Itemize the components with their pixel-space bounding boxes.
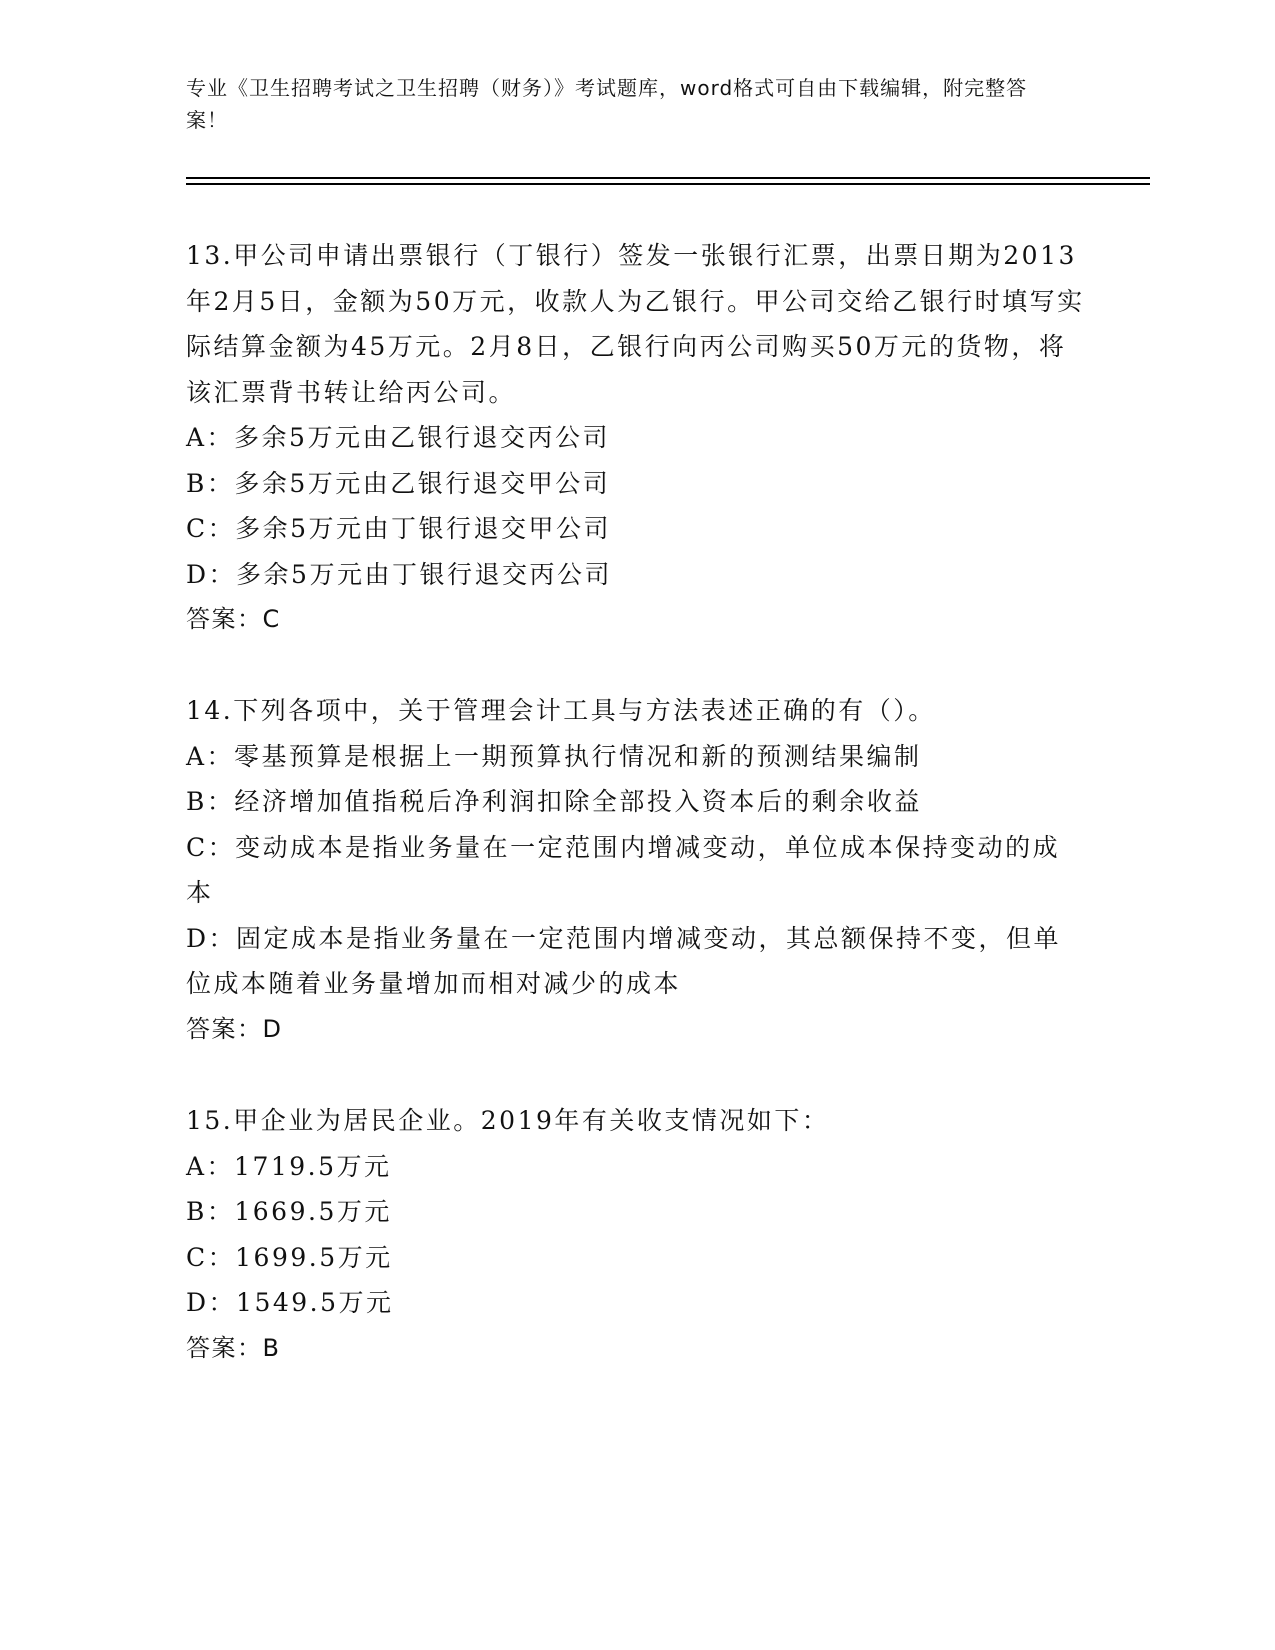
option-a: A：1719.5万元 [186,1151,392,1181]
option-c: C：多余5万元由丁银行退交甲公司 [186,514,612,543]
header-divider-bottom [186,183,1150,185]
question-13 [186,233,1086,643]
option-d: D：固定成本是指业务量在一定范围内增减变动，其总额保持不变，但单位成本随着业务量增加而相对减少的成本 [186,923,1062,998]
answer: 答案：B [186,1333,281,1362]
answer: 答案：D [186,1014,283,1043]
document-header: 专业《卫生招聘考试之卫生招聘（财务）》考试题库，word格式可自由下载编辑，附完整答案！ [186,76,1028,132]
option-a: A：零基预算是根据上一期预算执行情况和新的预测结果编制 [186,741,922,771]
option-d: D：1549.5万元 [186,1288,394,1317]
option-a: A：多余5万元由乙银行退交丙公司 [186,423,610,452]
option-d: D：多余5万元由丁银行退交丙公司 [186,559,612,589]
option-b: B：多余5万元由乙银行退交甲公司 [186,468,611,498]
answer: 答案：C [186,605,281,633]
option-c: C：1699.5万元 [186,1242,393,1272]
header-divider-top [186,177,1150,179]
question-15 [186,1098,1086,1371]
option-b: B：1669.5万元 [186,1197,392,1226]
question-14 [186,688,1086,1052]
question-stem: 14.下列各项中，关于管理会计工具与方法表述正确的有（）。 [186,696,936,725]
option-c: C：变动成本是指业务量在一定范围内增减变动，单位成本保持变动的成本 [186,832,1061,907]
question-stem: 13.甲公司申请出票银行（丁银行）签发一张银行汇票，出票日期为2013年2月5日，金额为50万元，收款人为乙银行。甲公司交给乙银行时填写实际结算金额为45万元。2月8日，乙银行向丙公司购买50万元的货物，将该汇票背书转让给丙公司。 [186,241,1085,407]
question-stem: 15.甲企业为居民企业。2019年有关收支情况如下： [186,1106,830,1135]
option-b: B：经济增加值指税后净利润扣除全部投入资本后的剩余收益 [186,787,922,816]
